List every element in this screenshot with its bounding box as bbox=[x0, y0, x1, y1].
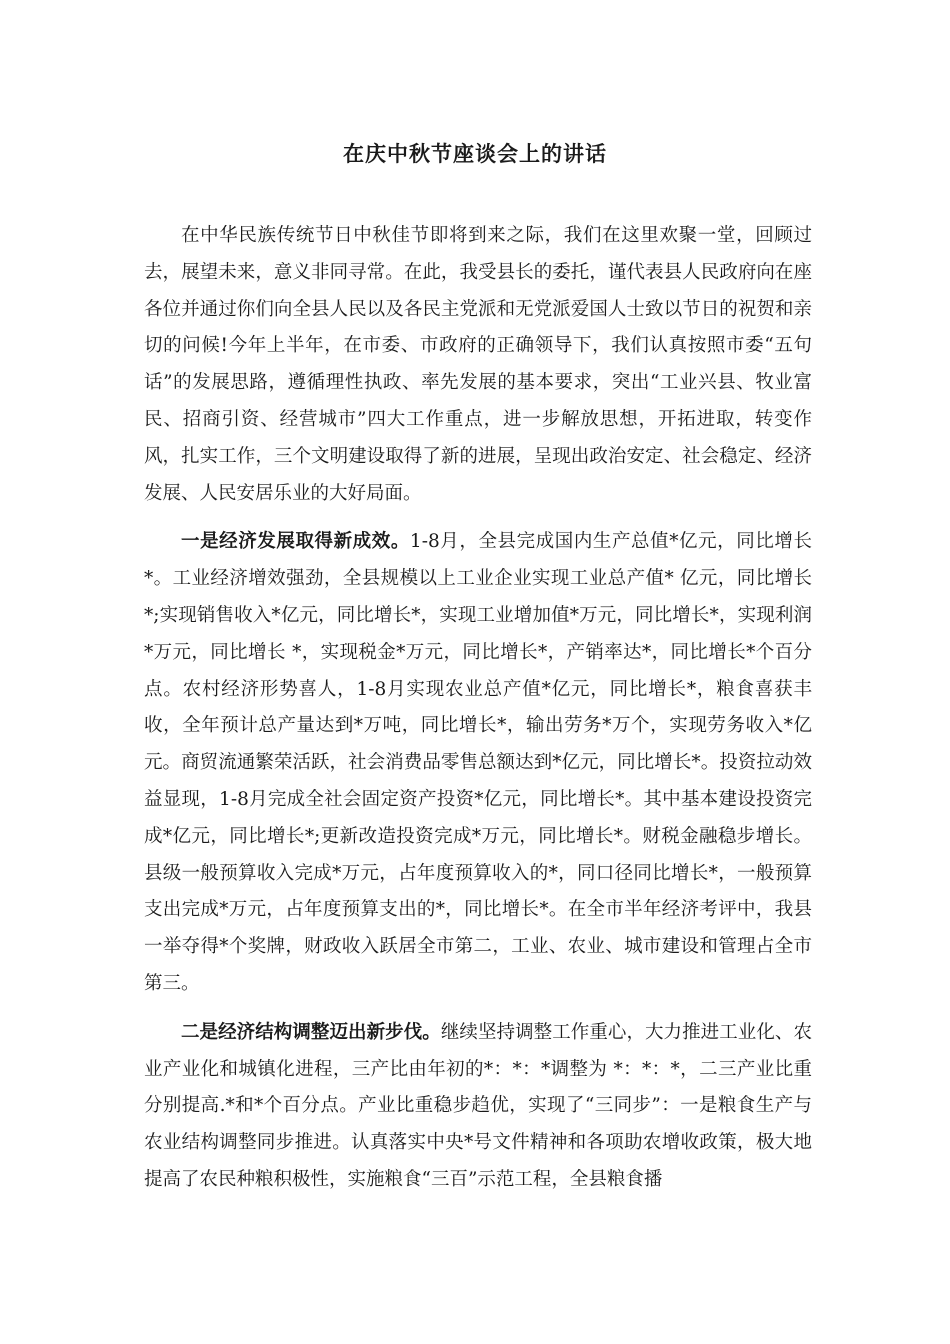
paragraph-text: 继续坚持调整工作重心，大力推进工业化、农业产业化和城镇化进程，三产比由年初的*：*：*调整为 *：*：*，二三产业比重分别提高.*和*个百分点。产业比重稳步趋优，实现了“三同步”：一是粮食生产与农业结构调整同步推进。认真落实中央*号文件精神和各项助农增收政策，极大地提高了农民种粮积极性，实施粮食“三百”示范工程，全县粮食播 bbox=[144, 1021, 812, 1190]
paragraph-text: 在中华民族传统节日中秋佳节即将到来之际，我们在这里欢聚一堂，回顾过去，展望未来，意义非同寻常。在此，我受县长的委托，谨代表县人民政府向在座各位并通过你们向全县人民以及各民主党派和无党派爱国人士致以节日的祝贺和亲切的问候!今年上半年，在市委、市政府的正确领导下，我们认真按照市委“五句话”的发展思路，遵循理性执政、率先发展的基本要求，突出“工业兴县、牧业富民、招商引资、经营城市”四大工作重点，进一步解放思想，开拓进取，转变作风，扎实工作，三个文明建设取得了新的进展，呈现出政治安定、社会稳定、经济发展、人民安居乐业的大好局面。 bbox=[144, 225, 812, 504]
paragraph-intro bbox=[144, 218, 812, 512]
paragraph-text: 1-8月，全县完成国内生产总值*亿元，同比增长*。工业经济增效强劲，全县规模以上工业企业实现工业总产值* 亿元，同比增长*;实现销售收入*亿元，同比增长*，实现工业增加值*万元，同比增长*，实现利润*万元，同比增长 *，实现税金*万元，同比增长*，产销率达*，同比增长*个百分点。农村经济形势喜人，1-8月实现农业总产值*亿元，同比增长*，粮食喜获丰收，全年预计总产量达到*万吨，同比增长*，输出劳务*万个，实现劳务收入*亿元。商贸流通繁荣活跃，社会消费品零售总额达到*亿元，同比增长*。投资拉动效益显现，1-8月完成全社会固定资产投资*亿元，同比增长*。其中基本建设投资完成*亿元，同比增长*;更新改造投资完成*万元，同比增长*。财税金融稳步增长。县级一般预算收入完成*万元，占年度预算收入的*，同口径同比增长*，一般预算支出完成*万元，占年度预算支出的*，同比增长*。在全市半年经济考评中，我县一举夺得*个奖牌，财政收入跃居全市第二，工业、农业、城市建设和管理占全市第三。 bbox=[144, 531, 812, 994]
paragraph-economic-development bbox=[144, 524, 812, 1002]
document-body bbox=[144, 218, 812, 1211]
paragraph-structural-adjustment bbox=[144, 1015, 812, 1199]
document-title: 在庆中秋节座谈会上的讲话 bbox=[343, 142, 607, 166]
paragraph-lead: 二是经济结构调整迈出新步伐。 bbox=[181, 1021, 441, 1043]
paragraph-lead: 一是经济发展取得新成效。 bbox=[181, 531, 410, 553]
